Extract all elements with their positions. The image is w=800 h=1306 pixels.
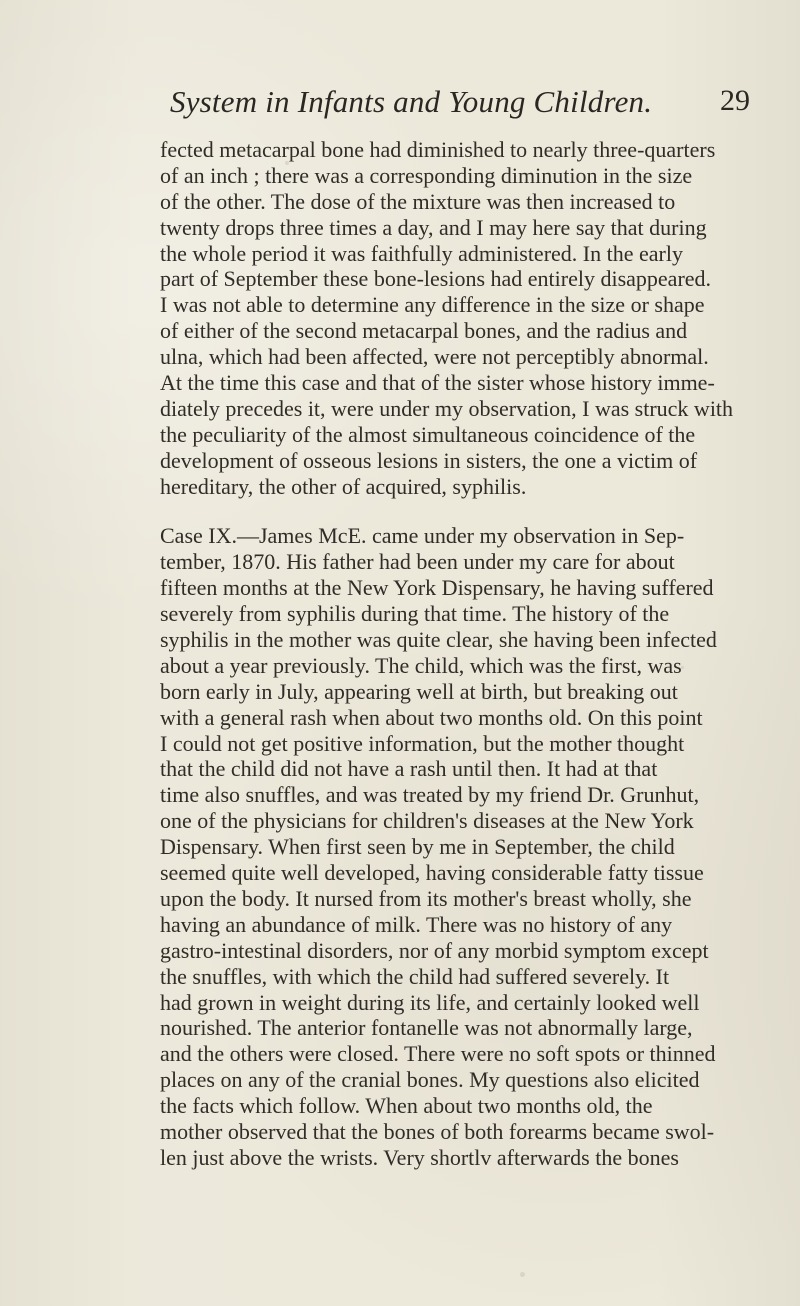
text-line: severely from syphilis during that time. The history of the xyxy=(160,601,670,627)
text-line: of the other. The dose of the mixture was then increased to xyxy=(160,188,676,214)
text-line: Dispensary. When first seen by me in September, the child xyxy=(160,834,675,860)
text-line: born early in July, appearing well at birth, but breaking out xyxy=(160,678,678,704)
text-line: Case IX.—James McE. came under my observation in Sep- xyxy=(160,523,685,549)
text-line: mother observed that the bones of both forearms became swol- xyxy=(160,1118,715,1144)
paragraph-2 xyxy=(160,523,780,1170)
text-line: the whole period it was faithfully administered. In the early xyxy=(160,240,683,266)
text-line: that the child did not have a rash until then. It had at that xyxy=(160,756,658,782)
text-line: one of the physicians for children's diseases at the New York xyxy=(160,808,694,834)
text-line: having an abundance of milk. There was no history of any xyxy=(160,911,673,937)
text-line: gastro-intestinal disorders, nor of any morbid symptom except xyxy=(160,937,709,963)
text-line: hereditary, the other of acquired, syphilis. xyxy=(160,473,527,499)
text-line: syphilis in the mother was quite clear, she having been infected xyxy=(160,627,717,653)
text-line: the facts which follow. When about two months old, the xyxy=(160,1093,653,1119)
text-line: part of September these bone-lesions had entirely disappeared. xyxy=(160,266,712,292)
text-line: At the time this case and that of the sister whose history imme- xyxy=(160,370,715,396)
text-line: len just above the wrists. Very shortlv afterwards the bones xyxy=(160,1144,679,1170)
paragraph-1 xyxy=(160,137,780,499)
text-line: had grown in weight during its life, and certainly looked well xyxy=(160,989,700,1015)
text-line: development of osseous lesions in sisters, the one a victim of xyxy=(160,447,698,473)
text-line: diately precedes it, were under my observation, I was struck with xyxy=(160,395,734,421)
text-line: ulna, which had been affected, were not perceptibly abnormal. xyxy=(160,344,709,370)
running-head: System in Infants and Young Children. xyxy=(170,84,653,119)
text-line: twenty drops three times a day, and I may here say that during xyxy=(160,214,707,240)
text-line: I was not able to determine any difference in the size or shape xyxy=(160,292,705,318)
text-line: and the others were closed. There were no soft spots or thinned xyxy=(160,1041,716,1067)
text-line: about a year previously. The child, which was the first, was xyxy=(160,652,682,678)
text-line: tember, 1870. His father had been under my care for about xyxy=(160,549,675,575)
text-line: time also snuffles, and was treated by my friend Dr. Grunhut, xyxy=(160,782,700,808)
text-line: seemed quite well developed, having considerable fatty tissue xyxy=(160,860,704,886)
paragraph-gap xyxy=(160,499,780,523)
text-line: fected metacarpal bone had diminished to nearly three-quarters xyxy=(160,137,716,162)
text-line: the snuffles, with which the child had suffered severely. It xyxy=(160,963,670,989)
text-line: places on any of the cranial bones. My questions also elicited xyxy=(160,1067,700,1093)
text-line: fifteen months at the New York Dispensary, he having suffered xyxy=(160,575,714,601)
text-line: the peculiarity of the almost simultaneous coincidence of the xyxy=(160,421,696,447)
text-line: with a general rash when about two months old. On this point xyxy=(160,704,703,730)
text-line: I could not get positive information, but the mother thought xyxy=(160,730,685,756)
page-text xyxy=(160,137,780,1171)
text-line: of either of the second metacarpal bones, and the radius and xyxy=(160,318,688,344)
text-line: upon the body. It nursed from its mother's breast wholly, she xyxy=(160,885,692,911)
text-line: of an inch ; there was a corresponding diminution in the size xyxy=(160,162,693,188)
text-line: nourished. The anterior fontanelle was not abnormally large, xyxy=(160,1015,693,1041)
page-number: 29 xyxy=(720,84,750,117)
paper-spot xyxy=(520,1272,525,1277)
